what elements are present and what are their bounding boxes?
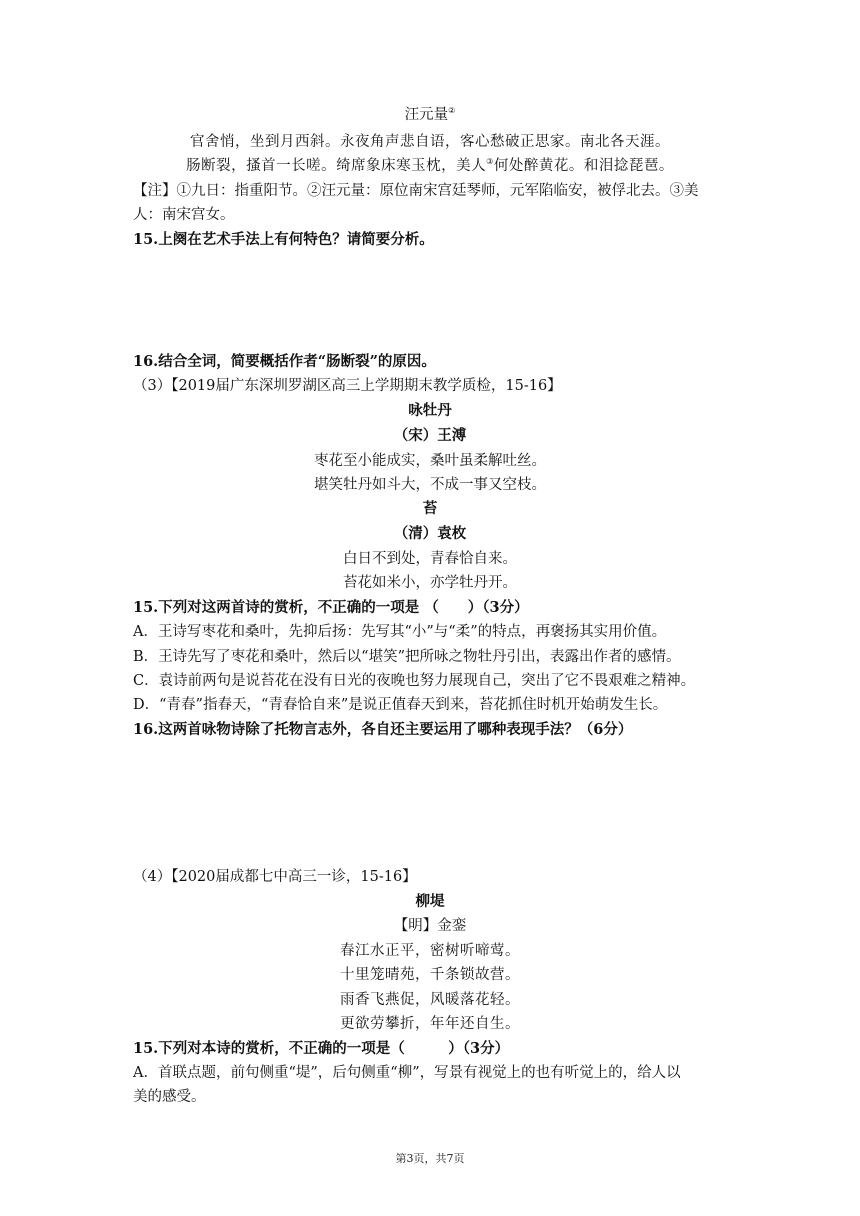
poem-a-line1: 枣花至小能成实，桑叶虽柔解吐丝。 xyxy=(314,453,546,469)
poem-a-line2: 堪笑牡丹如斗大，不成一事又空枝。 xyxy=(314,477,546,493)
poem1-line2: 肠断裂，搔首一长嗟。绮席象床寒玉枕，美人③何处醉黄花。和泪捻琵琶。 xyxy=(186,157,674,174)
section4-option-a-line2: 美的感受。 xyxy=(133,1089,206,1105)
section4-line3: 雨香飞燕促，风暖落花轻。 xyxy=(340,992,520,1008)
section4-header: （4）【2020届成都七中高三一诊，15-16】 xyxy=(133,869,417,885)
section4-line2: 十里笼晴苑，千条锁故营。 xyxy=(340,967,520,983)
poem1-line1: 官舍悄，坐到月西斜。永夜角声悲自语，客心愁破正思家。南北各天涯。 xyxy=(190,134,670,150)
section3-option-a: A．王诗写枣花和桑叶，先抑后扬：先写其“小”与“柔”的特点，再褒扬其实用价值。 xyxy=(133,624,667,640)
section3-option-b: B．王诗先写了枣花和桑叶，然后以“堪笑”把所咏之物牡丹引出，表露出作者的感情。 xyxy=(133,649,681,665)
poem1-author: 汪元量② xyxy=(404,106,456,123)
poem1-note-line2: 人：南宋宫女。 xyxy=(133,207,235,223)
poem1-question-16: 16.结合全词，简要概括作者“肠断裂”的原因。 xyxy=(133,353,436,370)
poem1-question-15: 15.上阕在艺术手法上有何特色？请简要分析。 xyxy=(133,231,434,248)
section3-question-16: 16.这两首咏物诗除了托物言志外，各自还主要运用了哪种表现手法？（6分） xyxy=(133,721,633,738)
section4-line1: 春江水正平，密树听啼莺。 xyxy=(340,943,520,959)
poem-a-title: 咏牡丹 xyxy=(408,402,452,419)
poem-b-line1: 白日不到处，青春恰自来。 xyxy=(343,551,517,567)
poem1-note-line1: 【注】①九日：指重阳节。②汪元量：原位南宋宫廷琴师，元军陷临安，被俘北去。③美 xyxy=(133,183,699,199)
section3-option-c: C．袁诗前两句是说苔花在没有日光的夜晚也努力展现自己，突出了它不畏艰难之精神。 xyxy=(133,673,696,689)
poem-b-title: 苔 xyxy=(422,500,438,517)
poem-b-line2: 苔花如米小，亦学牡丹开。 xyxy=(343,575,517,591)
section3-option-d: D．“青春”指春天，“青春恰自来”是说正值春天到来，苔花抓住时机开始萌发生长。 xyxy=(133,697,668,713)
section3-header: （3）【2019届广东深圳罗湖区高三上学期期末教学质检，15-16】 xyxy=(133,378,562,394)
section4-question-15: 15.下列对本诗的赏析，不正确的一项是（ ）（3分） xyxy=(133,1040,510,1057)
section4-option-a-line1: A．首联点题，前句侧重“堤”，后句侧重“柳”，写景有视觉上的也有听觉上的，给人以 xyxy=(133,1065,681,1081)
page-footer: 第3页，共7页 xyxy=(395,1152,465,1165)
section4-title: 柳堤 xyxy=(415,893,445,910)
section3-question-15: 15.下列对这两首诗的赏析，不正确的一项是 （ ）（3分） xyxy=(133,599,529,616)
poem-b-author: （清）袁枚 xyxy=(393,525,467,542)
section4-line4: 更欲劳攀折，年年还自生。 xyxy=(340,1016,520,1032)
section4-author: 【明】金銮 xyxy=(393,918,467,934)
poem-a-author: （宋）王溥 xyxy=(393,427,467,444)
